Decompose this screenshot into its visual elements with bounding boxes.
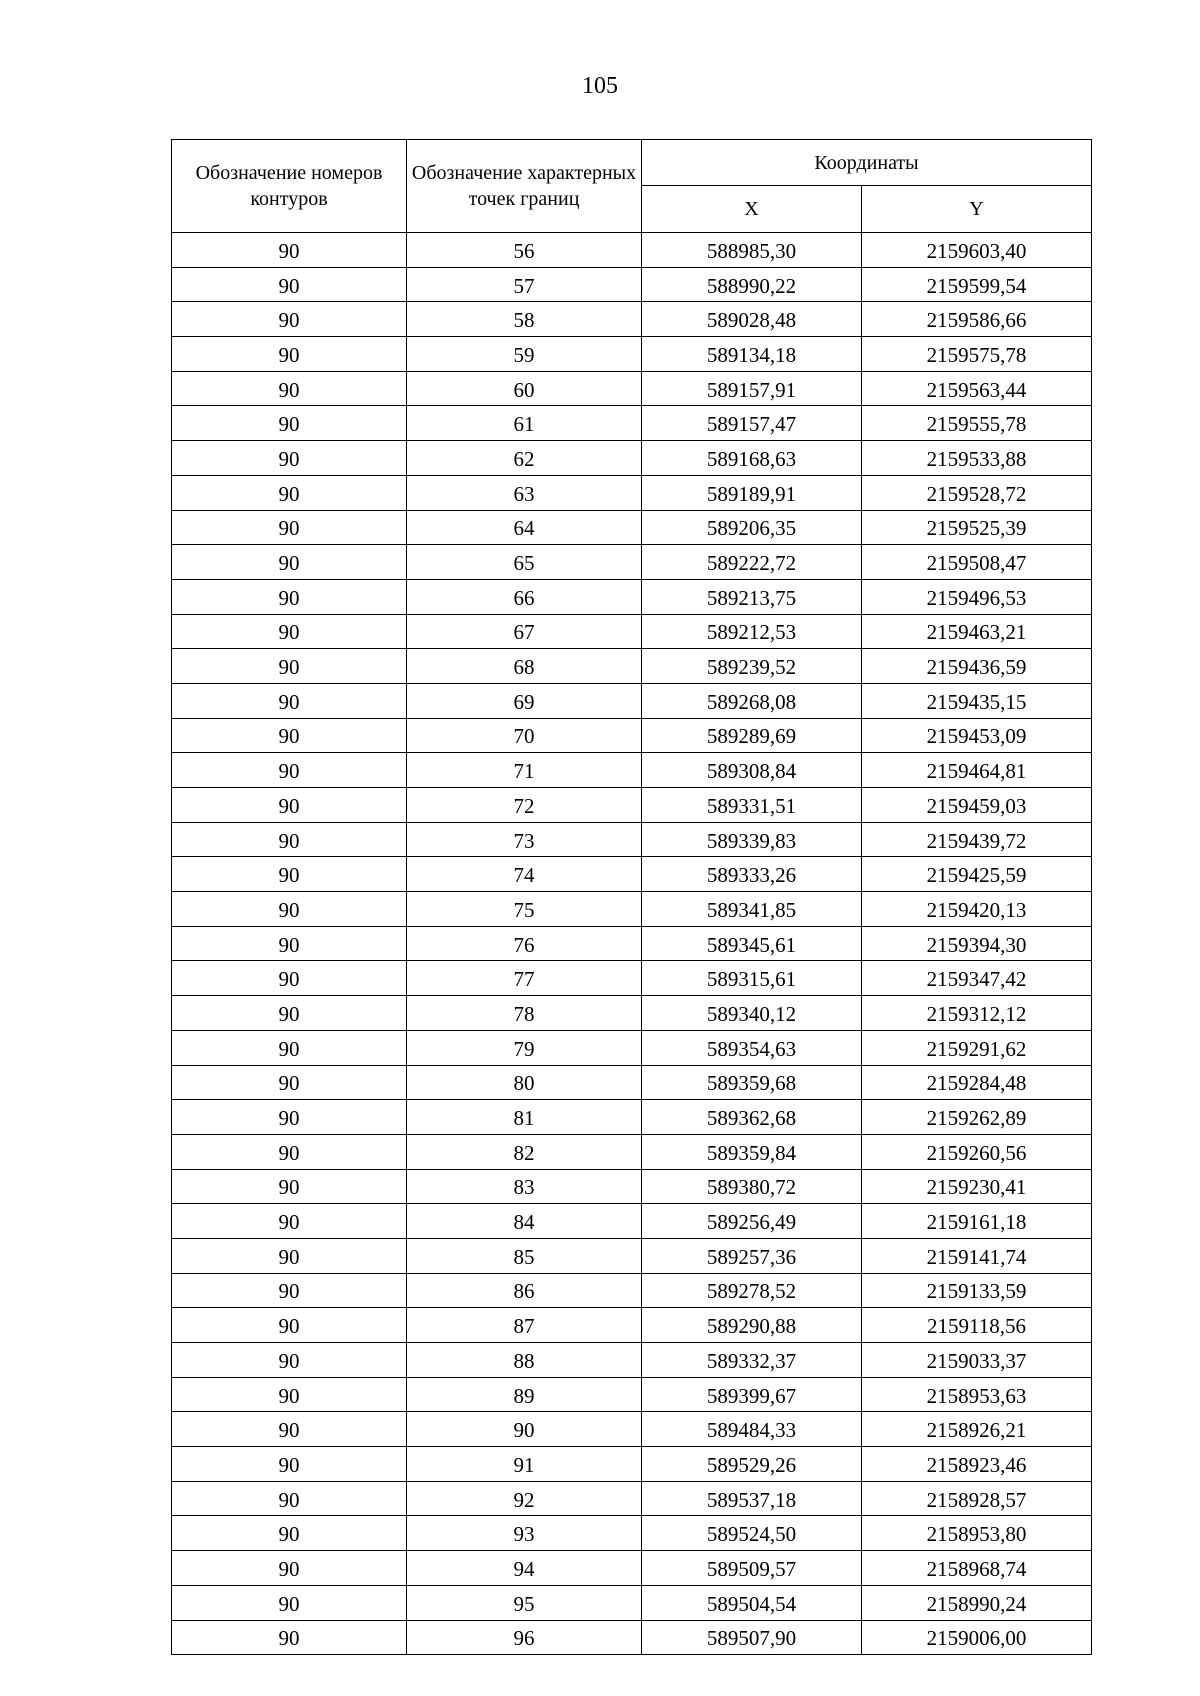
table-row: [172, 233, 1092, 268]
table-row: [172, 926, 1092, 961]
table-row: [172, 1412, 1092, 1447]
x-coordinate-cell: 589212,53: [642, 614, 862, 649]
table-row: [172, 857, 1092, 892]
x-coordinate-cell: 589268,08: [642, 683, 862, 718]
y-coordinate-cell: 2158968,74: [862, 1551, 1092, 1586]
x-coordinate-cell: 589168,63: [642, 441, 862, 476]
y-coordinate-cell: 2159394,30: [862, 926, 1092, 961]
y-coordinate-cell: 2159453,09: [862, 718, 1092, 753]
contour-number-cell: 90: [172, 371, 407, 406]
table-row: [172, 1169, 1092, 1204]
table-row: [172, 1343, 1092, 1378]
y-coordinate-cell: 2159464,81: [862, 753, 1092, 788]
point-number-cell: 66: [407, 579, 642, 614]
point-number-cell: 57: [407, 267, 642, 302]
y-coordinate-cell: 2159033,37: [862, 1343, 1092, 1378]
y-coordinate-cell: 2159260,56: [862, 1134, 1092, 1169]
point-number-cell: 72: [407, 788, 642, 823]
contour-number-cell: 90: [172, 822, 407, 857]
x-coordinate-cell: 589359,84: [642, 1134, 862, 1169]
x-coordinate-cell: 589189,91: [642, 475, 862, 510]
y-coordinate-cell: 2158926,21: [862, 1412, 1092, 1447]
contour-number-cell: 90: [172, 1238, 407, 1273]
point-number-cell: 69: [407, 683, 642, 718]
table-row: [172, 337, 1092, 372]
point-number-cell: 77: [407, 961, 642, 996]
contour-number-cell: 90: [172, 1065, 407, 1100]
table-row: [172, 302, 1092, 337]
coordinates-header: Координаты: [642, 140, 1092, 186]
y-coordinate-cell: 2159161,18: [862, 1204, 1092, 1239]
boundary-point-header: Обозначение характерных точек границ: [407, 140, 642, 233]
y-coordinate-cell: 2159230,41: [862, 1169, 1092, 1204]
point-number-cell: 84: [407, 1204, 642, 1239]
x-coordinate-cell: 589290,88: [642, 1308, 862, 1343]
contour-number-cell: 90: [172, 1169, 407, 1204]
x-coordinate-cell: 589333,26: [642, 857, 862, 892]
x-coordinate-cell: 589222,72: [642, 545, 862, 580]
table-row: [172, 475, 1092, 510]
y-coordinate-cell: 2159463,21: [862, 614, 1092, 649]
y-coordinate-cell: 2159496,53: [862, 579, 1092, 614]
y-coordinate-cell: 2159312,12: [862, 996, 1092, 1031]
contour-number-cell: 90: [172, 1585, 407, 1620]
x-coordinate-cell: 589331,51: [642, 788, 862, 823]
point-number-cell: 56: [407, 233, 642, 268]
table-row: [172, 267, 1092, 302]
contour-number-cell: 90: [172, 857, 407, 892]
point-number-cell: 85: [407, 1238, 642, 1273]
y-coordinate-cell: 2159555,78: [862, 406, 1092, 441]
y-coordinate-cell: 2159425,59: [862, 857, 1092, 892]
contour-number-cell: 90: [172, 1343, 407, 1378]
contour-number-cell: 90: [172, 614, 407, 649]
table-row: [172, 753, 1092, 788]
table-row: [172, 1620, 1092, 1655]
contour-number-cell: 90: [172, 406, 407, 441]
table-row: [172, 545, 1092, 580]
point-number-cell: 86: [407, 1273, 642, 1308]
y-coordinate-cell: 2159525,39: [862, 510, 1092, 545]
contour-number-cell: 90: [172, 1620, 407, 1655]
x-coordinate-cell: 589399,67: [642, 1377, 862, 1412]
x-coordinate-cell: 589524,50: [642, 1516, 862, 1551]
x-coordinate-cell: 589362,68: [642, 1100, 862, 1135]
table-row: [172, 1516, 1092, 1551]
x-coordinate-cell: 589509,57: [642, 1551, 862, 1586]
y-coordinate-cell: 2159528,72: [862, 475, 1092, 510]
table-row: [172, 1100, 1092, 1135]
x-coordinate-cell: 589308,84: [642, 753, 862, 788]
y-coordinate-cell: 2158923,46: [862, 1447, 1092, 1482]
x-coordinate-cell: 589340,12: [642, 996, 862, 1031]
table-row: [172, 579, 1092, 614]
point-number-cell: 59: [407, 337, 642, 372]
point-number-cell: 79: [407, 1030, 642, 1065]
table-row: [172, 718, 1092, 753]
contour-number-cell: 90: [172, 1447, 407, 1482]
x-coordinate-cell: 589213,75: [642, 579, 862, 614]
contour-number-cell: 90: [172, 753, 407, 788]
y-coordinate-cell: 2159118,56: [862, 1308, 1092, 1343]
y-coordinate-cell: 2159563,44: [862, 371, 1092, 406]
point-number-cell: 67: [407, 614, 642, 649]
y-coordinate-cell: 2158953,80: [862, 1516, 1092, 1551]
point-number-cell: 87: [407, 1308, 642, 1343]
y-coordinate-cell: 2159508,47: [862, 545, 1092, 580]
x-coordinate-cell: 589028,48: [642, 302, 862, 337]
contour-number-cell: 90: [172, 510, 407, 545]
y-coordinate-cell: 2159006,00: [862, 1620, 1092, 1655]
table-body: [172, 233, 1092, 1655]
y-coordinate-cell: 2159439,72: [862, 822, 1092, 857]
table-row: [172, 1134, 1092, 1169]
y-coordinate-cell: 2159420,13: [862, 892, 1092, 927]
x-coordinate-cell: 589315,61: [642, 961, 862, 996]
contour-number-cell: 90: [172, 1134, 407, 1169]
point-number-cell: 60: [407, 371, 642, 406]
contour-number-cell: 90: [172, 1308, 407, 1343]
table-header: [172, 140, 1092, 233]
table-row: [172, 1377, 1092, 1412]
table-row: [172, 1030, 1092, 1065]
table-row: [172, 1585, 1092, 1620]
point-number-cell: 71: [407, 753, 642, 788]
point-number-cell: 74: [407, 857, 642, 892]
point-number-cell: 76: [407, 926, 642, 961]
contour-number-cell: 90: [172, 788, 407, 823]
table-row: [172, 683, 1092, 718]
page-number: 105: [582, 73, 618, 99]
y-coordinate-cell: 2159133,59: [862, 1273, 1092, 1308]
point-number-cell: 91: [407, 1447, 642, 1482]
contour-number-cell: 90: [172, 267, 407, 302]
y-coordinate-cell: 2159347,42: [862, 961, 1092, 996]
table-row: [172, 1551, 1092, 1586]
point-number-cell: 81: [407, 1100, 642, 1135]
contour-number-cell: 90: [172, 1412, 407, 1447]
x-coordinate-cell: 589339,83: [642, 822, 862, 857]
point-number-cell: 92: [407, 1481, 642, 1516]
contour-number-cell: 90: [172, 683, 407, 718]
point-number-cell: 83: [407, 1169, 642, 1204]
point-number-cell: 65: [407, 545, 642, 580]
x-coordinate-cell: 588990,22: [642, 267, 862, 302]
contour-number-cell: 90: [172, 926, 407, 961]
contour-number-cell: 90: [172, 1481, 407, 1516]
x-coordinate-cell: 589278,52: [642, 1273, 862, 1308]
contour-number-cell: 90: [172, 302, 407, 337]
point-number-cell: 78: [407, 996, 642, 1031]
point-number-cell: 62: [407, 441, 642, 476]
point-number-cell: 70: [407, 718, 642, 753]
y-coordinate-cell: 2159533,88: [862, 441, 1092, 476]
contour-number-cell: 90: [172, 475, 407, 510]
table-row: [172, 822, 1092, 857]
contour-number-cell: 90: [172, 233, 407, 268]
y-coordinate-cell: 2159459,03: [862, 788, 1092, 823]
contour-number-cell: 90: [172, 1551, 407, 1586]
x-coordinate-cell: 589341,85: [642, 892, 862, 927]
table-row: [172, 614, 1092, 649]
x-coordinate-cell: 589134,18: [642, 337, 862, 372]
table-row: [172, 649, 1092, 684]
point-number-cell: 89: [407, 1377, 642, 1412]
contour-number-cell: 90: [172, 1516, 407, 1551]
point-number-cell: 63: [407, 475, 642, 510]
point-number-cell: 73: [407, 822, 642, 857]
point-number-cell: 64: [407, 510, 642, 545]
y-coordinate-cell: 2159599,54: [862, 267, 1092, 302]
x-header: X: [642, 186, 862, 233]
contour-number-cell: 90: [172, 1030, 407, 1065]
y-coordinate-cell: 2159435,15: [862, 683, 1092, 718]
table-row: [172, 961, 1092, 996]
contour-number-cell: 90: [172, 545, 407, 580]
x-coordinate-cell: 589257,36: [642, 1238, 862, 1273]
x-coordinate-cell: 589380,72: [642, 1169, 862, 1204]
point-number-cell: 96: [407, 1620, 642, 1655]
table-row: [172, 510, 1092, 545]
y-coordinate-cell: 2158990,24: [862, 1585, 1092, 1620]
table-row: [172, 1273, 1092, 1308]
y-coordinate-cell: 2159284,48: [862, 1065, 1092, 1100]
table-row: [172, 371, 1092, 406]
y-coordinate-cell: 2159141,74: [862, 1238, 1092, 1273]
contour-number-cell: 90: [172, 579, 407, 614]
table-row: [172, 1447, 1092, 1482]
x-coordinate-cell: 589507,90: [642, 1620, 862, 1655]
x-coordinate-cell: 589256,49: [642, 1204, 862, 1239]
coordinates-table: [171, 139, 1092, 1655]
point-number-cell: 90: [407, 1412, 642, 1447]
y-header: Y: [862, 186, 1092, 233]
point-number-cell: 94: [407, 1551, 642, 1586]
x-coordinate-cell: 588985,30: [642, 233, 862, 268]
point-number-cell: 75: [407, 892, 642, 927]
x-coordinate-cell: 589157,47: [642, 406, 862, 441]
y-coordinate-cell: 2159262,89: [862, 1100, 1092, 1135]
y-coordinate-cell: 2159291,62: [862, 1030, 1092, 1065]
x-coordinate-cell: 589332,37: [642, 1343, 862, 1378]
x-coordinate-cell: 589289,69: [642, 718, 862, 753]
y-coordinate-cell: 2158928,57: [862, 1481, 1092, 1516]
table-row: [172, 1065, 1092, 1100]
y-coordinate-cell: 2158953,63: [862, 1377, 1092, 1412]
contour-number-cell: 90: [172, 649, 407, 684]
table-row: [172, 1204, 1092, 1239]
point-number-cell: 80: [407, 1065, 642, 1100]
x-coordinate-cell: 589354,63: [642, 1030, 862, 1065]
y-coordinate-cell: 2159603,40: [862, 233, 1092, 268]
point-number-cell: 93: [407, 1516, 642, 1551]
x-coordinate-cell: 589239,52: [642, 649, 862, 684]
table-row: [172, 1238, 1092, 1273]
contour-number-cell: 90: [172, 718, 407, 753]
y-coordinate-cell: 2159575,78: [862, 337, 1092, 372]
y-coordinate-cell: 2159436,59: [862, 649, 1092, 684]
point-number-cell: 61: [407, 406, 642, 441]
x-coordinate-cell: 589537,18: [642, 1481, 862, 1516]
x-coordinate-cell: 589345,61: [642, 926, 862, 961]
point-number-cell: 82: [407, 1134, 642, 1169]
contour-number-header: Обозначение номеров контуров: [172, 140, 407, 233]
point-number-cell: 95: [407, 1585, 642, 1620]
contour-number-cell: 90: [172, 1273, 407, 1308]
point-number-cell: 58: [407, 302, 642, 337]
contour-number-cell: 90: [172, 1204, 407, 1239]
contour-number-cell: 90: [172, 1377, 407, 1412]
contour-number-cell: 90: [172, 1100, 407, 1135]
contour-number-cell: 90: [172, 892, 407, 927]
x-coordinate-cell: 589359,68: [642, 1065, 862, 1100]
table-row: [172, 1481, 1092, 1516]
point-number-cell: 68: [407, 649, 642, 684]
table-row: [172, 996, 1092, 1031]
contour-number-cell: 90: [172, 441, 407, 476]
contour-number-cell: 90: [172, 337, 407, 372]
table-row: [172, 788, 1092, 823]
x-coordinate-cell: 589157,91: [642, 371, 862, 406]
x-coordinate-cell: 589529,26: [642, 1447, 862, 1482]
x-coordinate-cell: 589206,35: [642, 510, 862, 545]
x-coordinate-cell: 589504,54: [642, 1585, 862, 1620]
table-row: [172, 441, 1092, 476]
table-row: [172, 1308, 1092, 1343]
table-row: [172, 406, 1092, 441]
x-coordinate-cell: 589484,33: [642, 1412, 862, 1447]
y-coordinate-cell: 2159586,66: [862, 302, 1092, 337]
contour-number-cell: 90: [172, 961, 407, 996]
point-number-cell: 88: [407, 1343, 642, 1378]
contour-number-cell: 90: [172, 996, 407, 1031]
table-row: [172, 892, 1092, 927]
